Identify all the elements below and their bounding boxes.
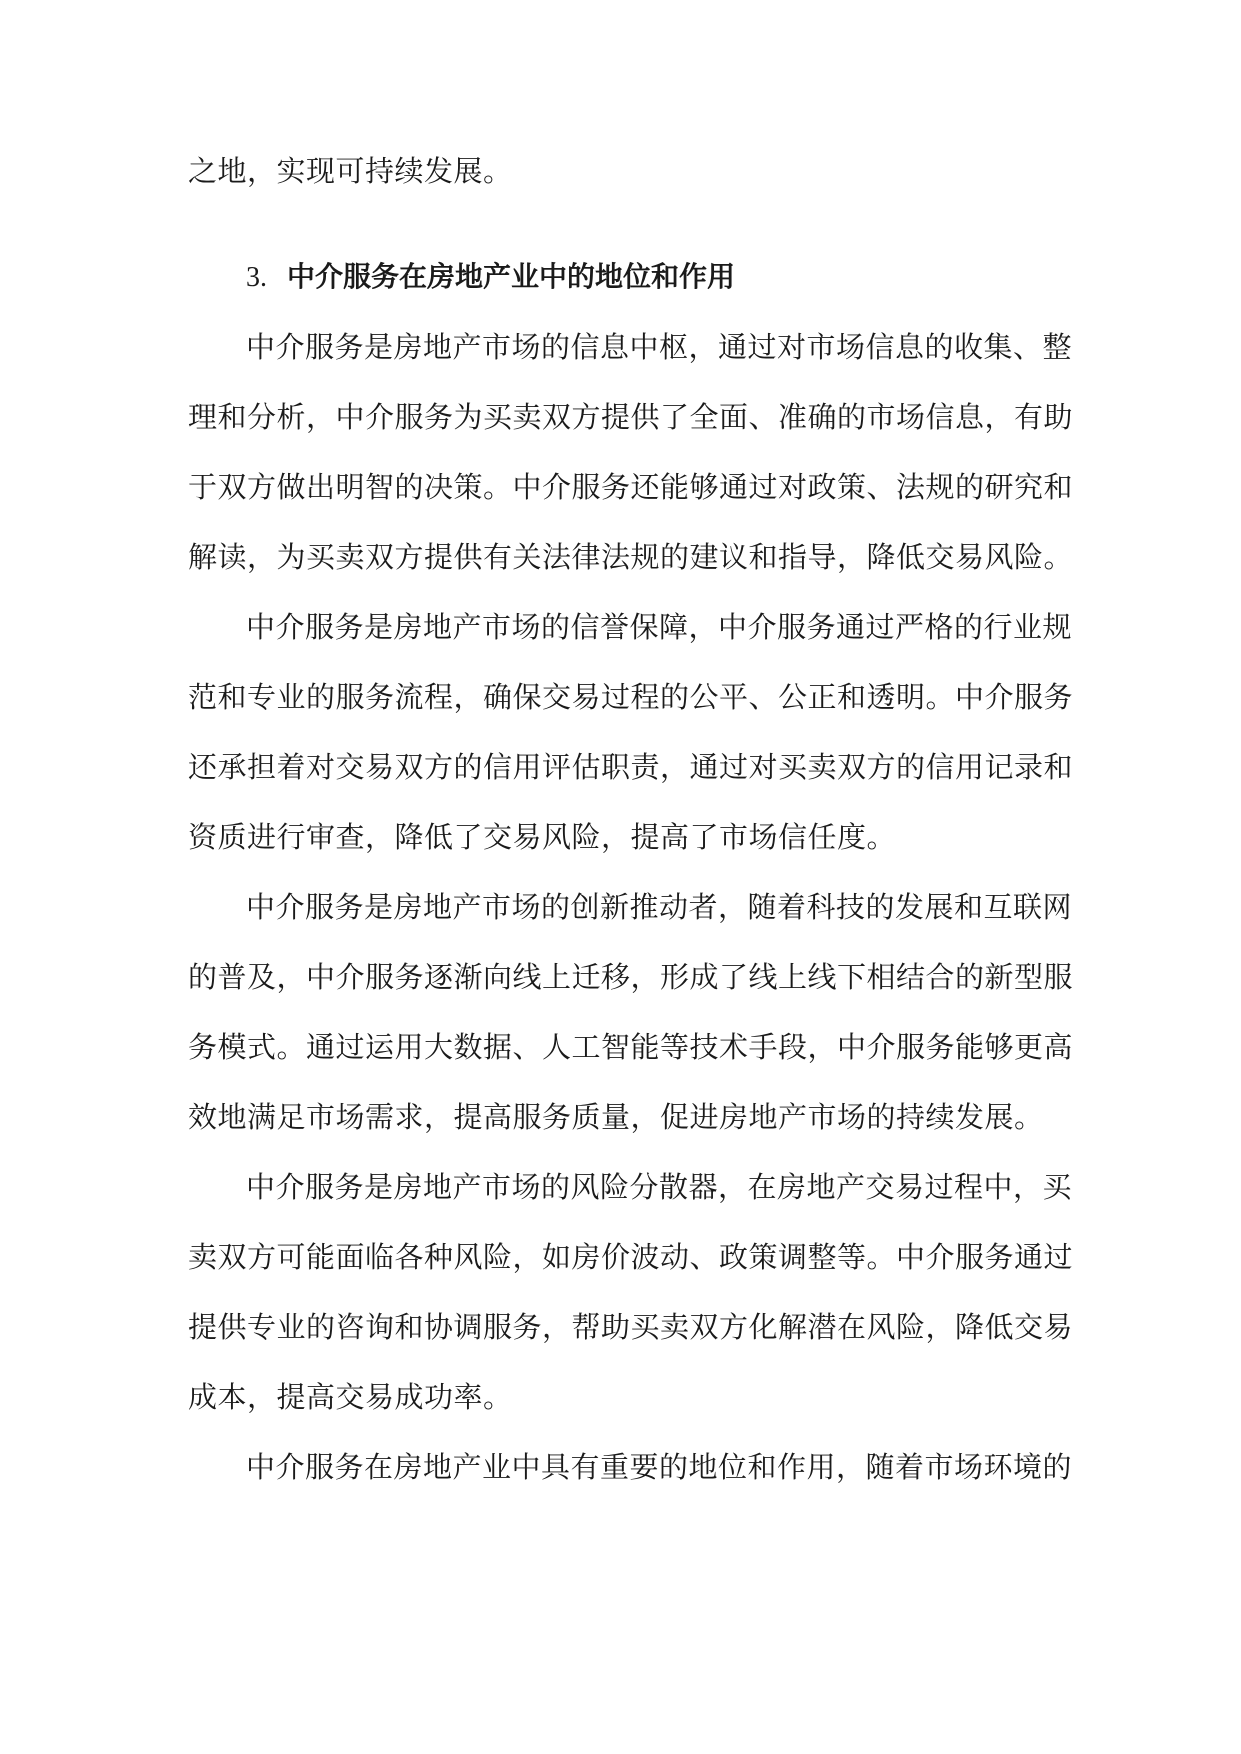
paragraph-line: 中介服务是房地产市场的风险分散器，在房地产交易过程中，买 (246, 1170, 1073, 1204)
paragraph (188, 592, 1074, 872)
paragraph-line: 理和分析，中介服务为买卖双方提供了全面、准确的市场信息，有助 (188, 400, 1074, 434)
section-heading (188, 242, 1058, 312)
paragraph-line: 中介服务在房地产业中具有重要的地位和作用，随着市场环境的 (246, 1450, 1073, 1484)
paragraph (188, 1432, 1073, 1502)
paragraph-line: 资质进行审查，降低了交易风险，提高了市场信任度。 (188, 820, 897, 854)
paragraph (188, 872, 1074, 1152)
paragraph-line: 务模式。通过运用大数据、人工智能等技术手段，中介服务能够更高 (188, 1030, 1074, 1064)
section-number: 3. (246, 262, 267, 293)
paragraph (188, 312, 1074, 592)
paragraph-line: 于双方做出明智的决策。中介服务还能够通过对政策、法规的研究和 (188, 470, 1074, 504)
section-title: 中介服务在房地产业中的地位和作用 (287, 260, 736, 293)
paragraph-line: 的普及，中介服务逐渐向线上迁移，形成了线上线下相结合的新型服 (188, 960, 1074, 994)
paragraph-line: 解读，为买卖双方提供有关法律法规的建议和指导，降低交易风险。 (188, 540, 1074, 574)
paragraph-line: 提供专业的咨询和协调服务，帮助买卖双方化解潜在风险，降低交易 (188, 1310, 1074, 1344)
paragraph-line: 中介服务是房地产市场的创新推动者，随着科技的发展和互联网 (246, 890, 1073, 924)
paragraph-line: 效地满足市场需求，提高服务质量，促进房地产市场的持续发展。 (188, 1100, 1044, 1134)
paragraph-line: 中介服务是房地产市场的信誉保障，中介服务通过严格的行业规 (246, 610, 1073, 644)
document-body (188, 136, 1074, 1502)
paragraph-line: 卖双方可能面临各种风险，如房价波动、政策调整等。中介服务通过 (188, 1240, 1074, 1274)
paragraph-line: 中介服务是房地产市场的信息中枢，通过对市场信息的收集、整 (246, 330, 1073, 364)
paragraph-line: 还承担着对交易双方的信用评估职责，通过对买卖双方的信用记录和 (188, 750, 1074, 784)
paragraph-line: 成本，提高交易成功率。 (188, 1380, 513, 1414)
lead-line: 之地，实现可持续发展。 (188, 154, 513, 188)
paragraph (188, 1152, 1074, 1432)
paragraph-line: 范和专业的服务流程，确保交易过程的公平、公正和透明。中介服务 (188, 680, 1074, 714)
